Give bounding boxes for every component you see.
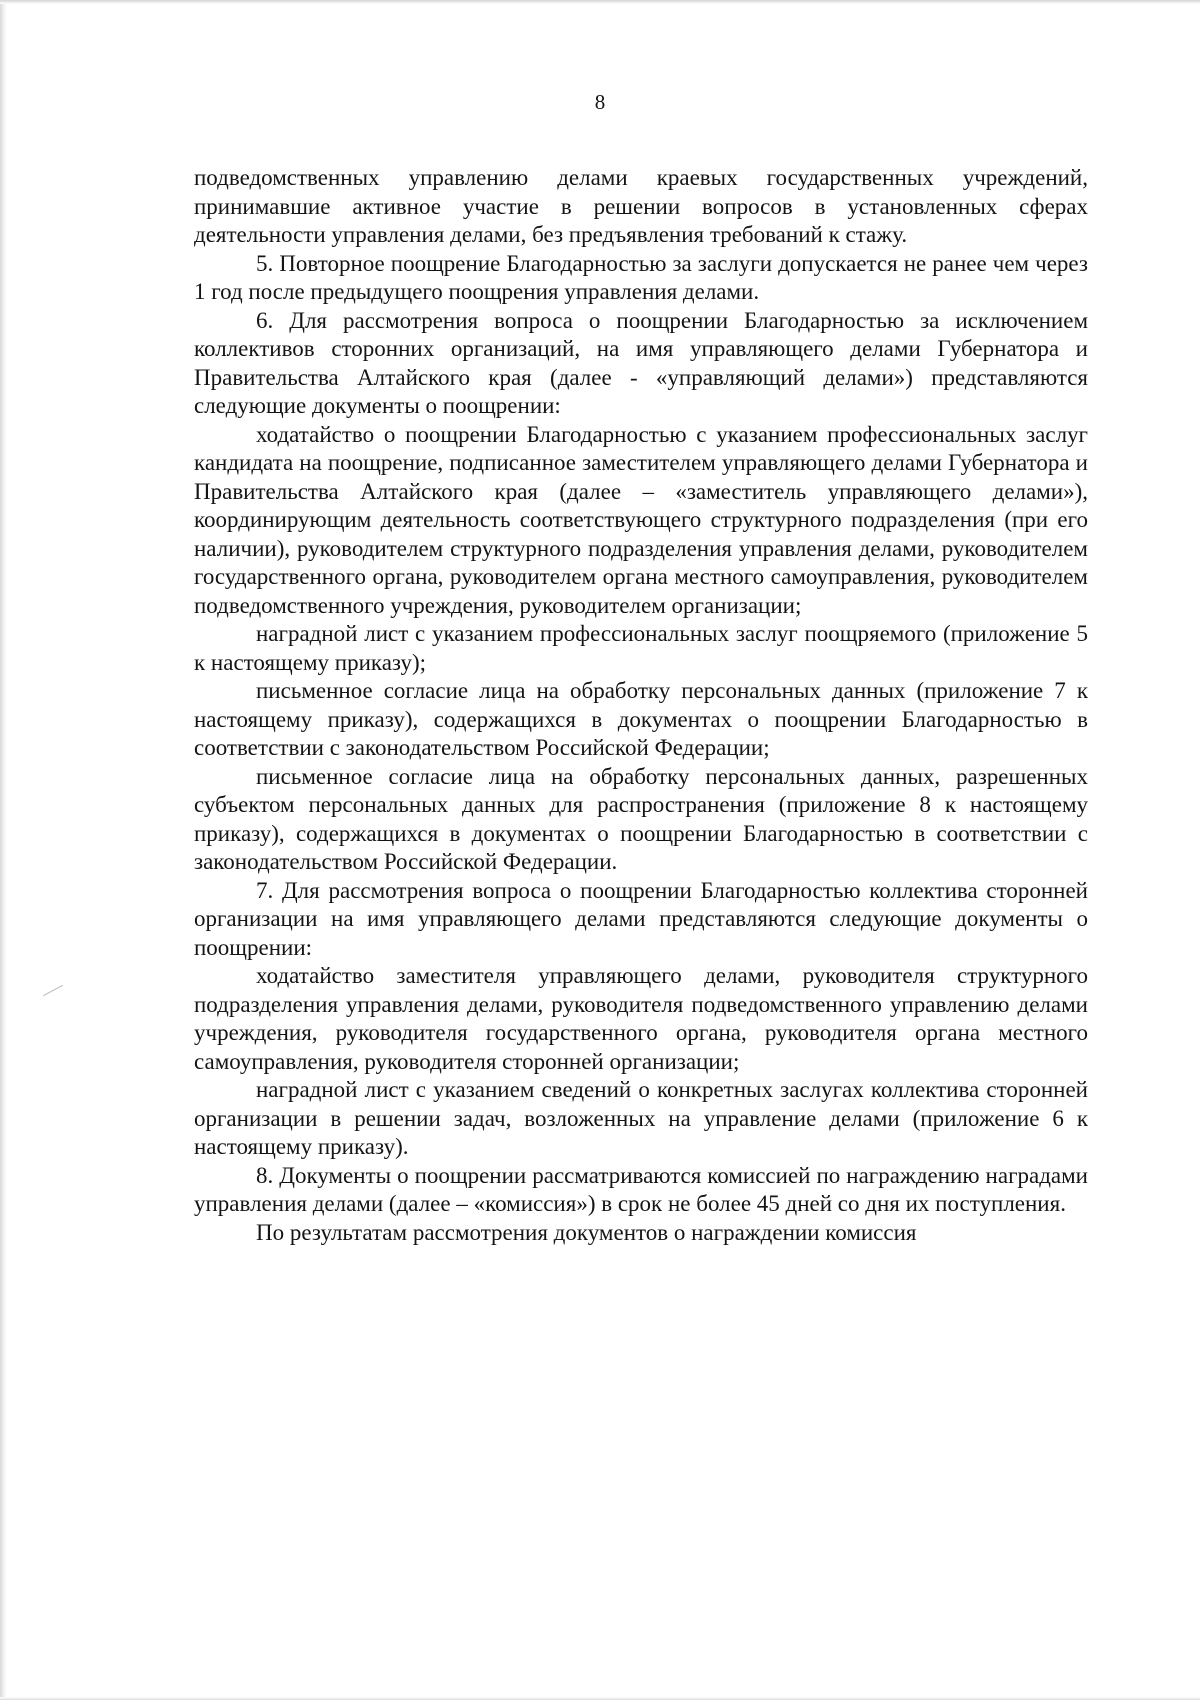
paragraph: наградной лист с указанием профессиональных заслуг поощряемого (приложение 5 к настоящему приказу); xyxy=(194,621,1088,675)
scan-speck xyxy=(43,985,63,996)
paragraph: 7. Для рассмотрения вопроса о поощрении Благодарностью коллектива сторонней организации на имя управляющего делами представляются следующие документы о поощрении: xyxy=(194,877,1088,960)
paragraph: письменное согласие лица на обработку персональных данных (приложение 7 к настоящему приказу), содержащихся в документах о поощрении Благодарностью в соответствии с законодательством Российской Федерации; xyxy=(194,678,1088,760)
paragraph: ходатайство о поощрении Благодарностью с указанием профессиональных заслуг кандидата на поощрение, подписанное заместителем управляющего делами Губернатора и Правительства Алтайского края (далее – «заместитель управляющего делами»), координирующим деятельность соответствующего структурного подразделения (при его наличии), руководителем структурного подразделения управления делами, руководителем государственного органа, руководителем органа местного самоуправления, руководителем подведомственного учреждения, руководителем организации; xyxy=(194,421,1088,618)
paragraph: письменное согласие лица на обработку персональных данных, разрешенных субъектом персональных данных для распространения (приложение 8 к настоящему приказу), содержащихся в документах о поощрении Благодарностью в соответствии с законодательством Российской Федерации. xyxy=(194,763,1088,874)
scan-top-edge xyxy=(0,0,1200,4)
paragraph: подведомственных управлению делами краевых государственных учреждений, принимавшие активное участие в решении вопросов в установленных сферах деятельности управления делами, без предъявления требований к стажу. xyxy=(194,165,1088,247)
paragraph: наградной лист с указанием сведений о конкретных заслугах коллектива сторонней организации в решении задач, возложенных на управление делами (приложение 6 к настоящему приказу). xyxy=(194,1077,1088,1159)
paragraph: ходатайство заместителя управляющего делами, руководителя структурного подразделения управления делами, руководителя подведомственного управлению делами учреждения, руководителя государственного органа, руководителя органа местного самоуправления, руководителя сторонней организации; xyxy=(194,963,1088,1074)
scan-left-edge xyxy=(0,0,7,1700)
page-number: 8 xyxy=(594,90,606,114)
paragraph: 6. Для рассмотрения вопроса о поощрении Благодарностью за исключением коллективов сторонних организаций, на имя управляющего делами Губернатора и Правительства Алтайского края (далее - «управляющий делами») представляются следующие документы о поощрении: xyxy=(194,307,1088,418)
paragraph: 5. Повторное поощрение Благодарностью за заслуги допускается не ранее чем через 1 год после предыдущего поощрения управления делами. xyxy=(194,250,1088,304)
paragraph: 8. Документы о поощрении рассматриваются комиссией по награждению наградами управления делами (далее – «комиссия») в срок не более 45 дней со дня их поступления. xyxy=(194,1162,1088,1216)
paragraph: По результатам рассмотрения документов о награждении комиссия xyxy=(256,1219,917,1245)
document-body xyxy=(194,164,1088,1247)
